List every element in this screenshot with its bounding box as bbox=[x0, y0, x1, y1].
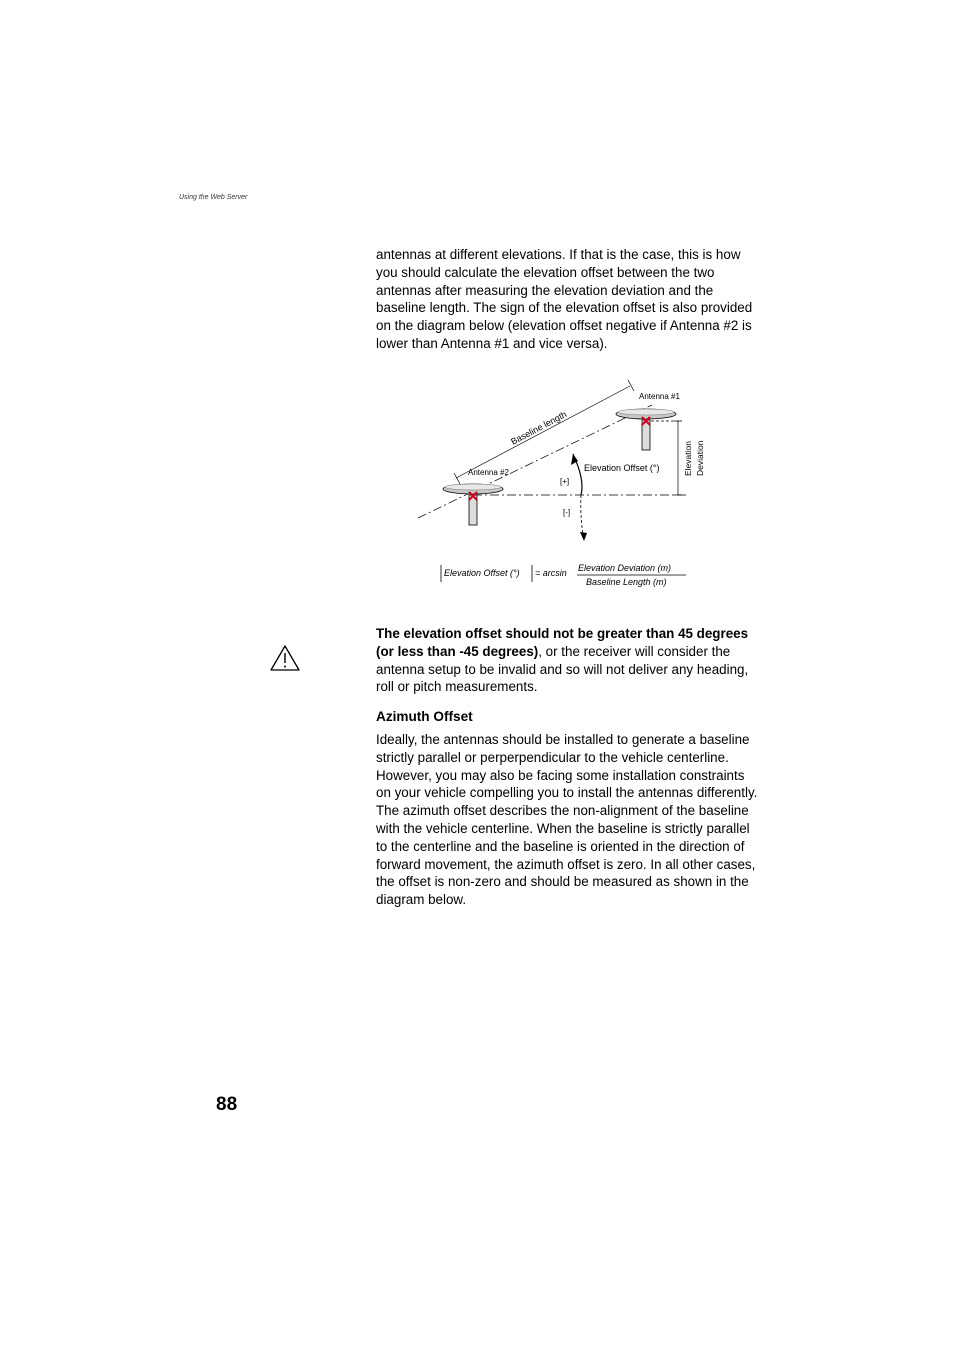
elevation-offset-label: Elevation Offset (°) bbox=[584, 463, 660, 473]
running-header: Using the Web Server bbox=[179, 194, 248, 201]
negative-arrow-head bbox=[580, 532, 587, 541]
minus-sign-label: [-] bbox=[563, 508, 571, 517]
elevation-offset-formula bbox=[441, 563, 686, 587]
elevation-offset-diagram bbox=[410, 375, 710, 597]
elevation-deviation-label-2: Deviation bbox=[695, 440, 705, 476]
formula-operator: = arcsin bbox=[535, 568, 567, 578]
warning-note bbox=[376, 625, 760, 696]
formula-numerator: Elevation Deviation (m) bbox=[578, 563, 672, 573]
warning-triangle-icon bbox=[269, 644, 301, 672]
baseline-tick-left bbox=[454, 473, 460, 484]
antenna2 bbox=[443, 484, 503, 525]
elevation-deviation-label-1: Elevation bbox=[683, 441, 693, 476]
section-heading: Azimuth Offset bbox=[376, 709, 473, 724]
formula-denominator: Baseline Length (m) bbox=[586, 577, 667, 587]
azimuth-offset-paragraph: Ideally, the antennas should be installed to generate a baseline strictly parallel or perperpendicular to the vehicle centerline. However, you may also be facing some installation constraints on your vehicle compelling you to install the antennas differently. The azimuth offset describes the non-alignment of the baseline with the vehicle centerline. When the baseline is strictly parallel to the centerline and the baseline is oriented in the direction of forward movement, the azimuth offset is zero. In all other cases, the offset is non-zero and should be measured as shown in the diagram below. bbox=[376, 732, 758, 908]
formula-lhs: Elevation Offset (°) bbox=[444, 568, 520, 578]
diagram-svg bbox=[410, 375, 710, 597]
page-number: 88 bbox=[216, 1094, 238, 1115]
plus-sign-label: [+] bbox=[560, 477, 570, 486]
intro-paragraph: antennas at different elevations. If that is the case, this is how you should calculate the elevation offset between the two antennas after measuring the elevation deviation and the baseline length. The sign of the elevation offset is also provided on the diagram below (elevation offset negative if Antenna #2 is lower than Antenna #1 and vice versa). bbox=[376, 247, 753, 351]
baseline-label: Baseline length bbox=[509, 409, 569, 447]
antenna1 bbox=[616, 409, 676, 450]
warning-rest-text: , or the receiver will consider the antenna setup to be invalid and so will not deliver any heading, roll or pitch measurements. bbox=[376, 643, 749, 695]
antenna-axis-line bbox=[418, 405, 652, 518]
warning-bold-text: The elevation offset should not be greater than 45 degrees (or less than -45 degrees) bbox=[376, 626, 749, 659]
antenna1-label: Antenna #1 bbox=[639, 392, 680, 401]
antenna2-label: Antenna #2 bbox=[468, 468, 509, 477]
baseline-tick-right bbox=[628, 380, 634, 391]
